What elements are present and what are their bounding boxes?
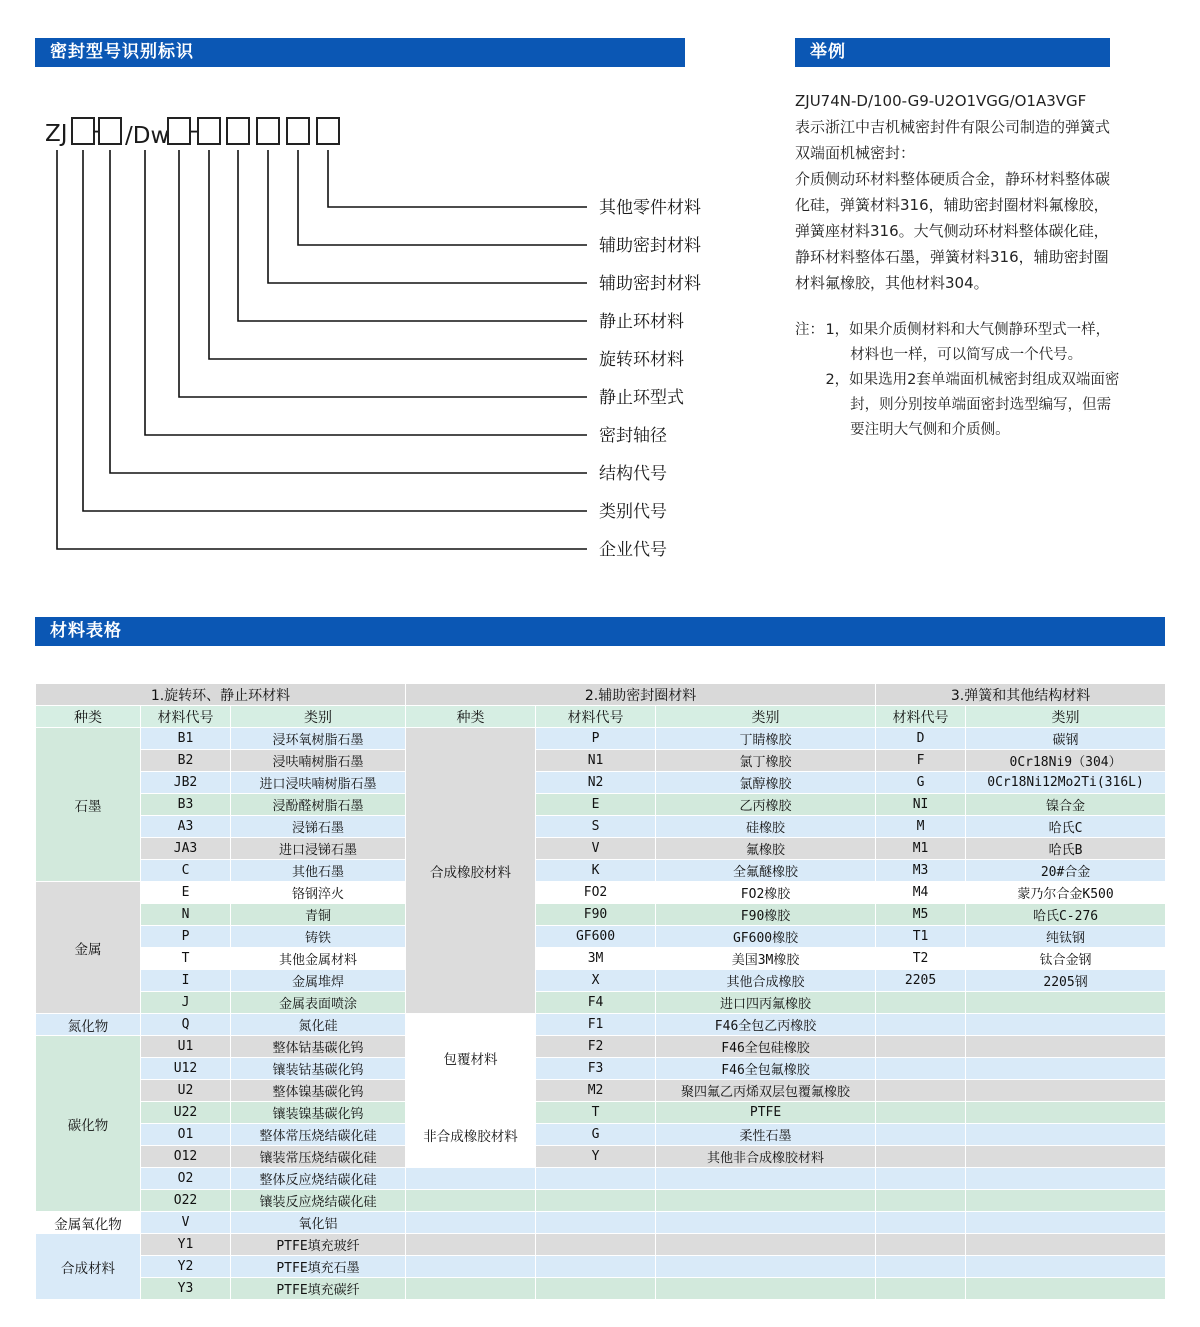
label-cell: 哈氏C-276	[966, 904, 1166, 926]
label-cell: 氯醇橡胶	[656, 772, 876, 794]
note-item-2: 2，如果选用2套单端面机械密封组成双端面密封，则分别按单端面密封选型编写，但需要注明大气侧和介质侧。	[825, 372, 1120, 438]
diagram-label-stationary-material: 静止环材料	[599, 312, 684, 332]
category-cell: 金属氧化物	[36, 1212, 141, 1234]
code-cell: B1	[141, 728, 231, 750]
label-cell: 乙丙橡胶	[656, 794, 876, 816]
label-cell: F46全包硅橡胶	[656, 1036, 876, 1058]
label-cell	[966, 992, 1166, 1014]
label-cell	[966, 1058, 1166, 1080]
code-cell: 2205	[876, 970, 966, 992]
label-cell: 铬钢淬火	[231, 882, 406, 904]
diagram-label-aux-seal-2: 辅助密封材料	[599, 236, 701, 256]
code-cell	[876, 1146, 966, 1168]
label-cell: 其他金属材料	[231, 948, 406, 970]
label-cell: 整体镍基碳化钨	[231, 1080, 406, 1102]
code-cell: U2	[141, 1080, 231, 1102]
category-cell: 包覆材料	[406, 1014, 536, 1102]
category-cell	[406, 1212, 536, 1234]
diagram-label-category-code: 类别代号	[599, 502, 667, 522]
column-header-s2-0: 种类	[406, 706, 536, 728]
code-cell: M3	[876, 860, 966, 882]
code-box-stationary-material	[227, 118, 249, 144]
column-header-s3-0: 材料代号	[876, 706, 966, 728]
label-cell: FO2橡胶	[656, 882, 876, 904]
label-cell	[656, 1168, 876, 1190]
code-cell	[876, 1256, 966, 1278]
category-cell	[406, 1168, 536, 1190]
code-cell	[876, 1014, 966, 1036]
code-cell: M1	[876, 838, 966, 860]
label-cell: 0Cr18Ni9（304）	[966, 750, 1166, 772]
code-cell: F1	[536, 1014, 656, 1036]
code-cell: Q	[141, 1014, 231, 1036]
label-cell: 整体反应烧结碳化硅	[231, 1168, 406, 1190]
label-cell: 浸锑石墨	[231, 816, 406, 838]
label-cell: 碳钢	[966, 728, 1166, 750]
label-cell: 氟橡胶	[656, 838, 876, 860]
code-cell: D	[876, 728, 966, 750]
table-section-title-3: 3.弹簧和其他结构材料	[876, 684, 1166, 706]
code-cell	[536, 1234, 656, 1256]
code-cell: O1	[141, 1124, 231, 1146]
category-cell	[406, 1234, 536, 1256]
code-cell: C	[141, 860, 231, 882]
table-section-title-1: 1.旋转环、静止环材料	[36, 684, 406, 706]
note-item-1: 1，如果介质侧材料和大气侧静环型式一样，材料也一样，可以简写成一个代号。	[825, 322, 1111, 363]
column-header-s1-0: 种类	[36, 706, 141, 728]
label-cell: 丁睛橡胶	[656, 728, 876, 750]
code-cell: B3	[141, 794, 231, 816]
code-box-stationary-type	[168, 118, 190, 144]
code-cell: F4	[536, 992, 656, 1014]
label-cell: 钛合金钢	[966, 948, 1166, 970]
code-cell: T1	[876, 926, 966, 948]
code-cell: JA3	[141, 838, 231, 860]
code-cell: X	[536, 970, 656, 992]
code-cell: M	[876, 816, 966, 838]
table-section-title-2: 2.辅助密封圈材料	[406, 684, 876, 706]
label-cell: 青铜	[231, 904, 406, 926]
label-cell	[966, 1278, 1166, 1300]
label-cell: 2205钢	[966, 970, 1166, 992]
label-cell	[966, 1102, 1166, 1124]
example-notes	[795, 318, 1120, 443]
category-cell	[406, 1256, 536, 1278]
column-header-s1-1: 材料代号	[141, 706, 231, 728]
category-cell: 氮化物	[36, 1014, 141, 1036]
label-cell: 20#合金	[966, 860, 1166, 882]
code-box-rotating-material	[198, 118, 220, 144]
code-cell: M2	[536, 1080, 656, 1102]
model-code-diagram	[25, 100, 730, 580]
label-cell: 聚四氟乙丙烯双层包覆氟橡胶	[656, 1080, 876, 1102]
code-box-other-parts	[317, 118, 339, 144]
label-cell: PTFE	[656, 1102, 876, 1124]
diagram-label-stationary-type: 静止环型式	[599, 388, 684, 408]
code-cell: 3M	[536, 948, 656, 970]
category-cell: 合成材料	[36, 1234, 141, 1300]
label-cell	[966, 1234, 1166, 1256]
label-cell: 进口浸呋喃树脂石墨	[231, 772, 406, 794]
example-description: 介质侧动环材料整体硬质合金，静环材料整体碳化硅，弹簧材料316，辅助密封圈材料氟橡胶，弹簧座材料316。大气侧动环材料整体碳化硅，静环材料整体石墨，弹簧材料316，辅助密封圈材料氟橡胶，其他材料304。	[795, 170, 1111, 292]
label-cell: 整体常压烧结碳化硅	[231, 1124, 406, 1146]
code-cell: F2	[536, 1036, 656, 1058]
label-cell	[966, 1146, 1166, 1168]
code-cell	[876, 1080, 966, 1102]
label-cell	[966, 1190, 1166, 1212]
leader-lines	[57, 150, 587, 549]
label-cell: 镶装反应烧结碳化硅	[231, 1190, 406, 1212]
code-cell: T	[141, 948, 231, 970]
seal-model-section-header	[35, 38, 685, 67]
label-cell: F46全包氟橡胶	[656, 1058, 876, 1080]
example-section-title: 举例	[810, 42, 846, 62]
example-section-header	[795, 38, 1110, 67]
label-cell: 氮化硅	[231, 1014, 406, 1036]
label-cell	[656, 1278, 876, 1300]
label-cell: F90橡胶	[656, 904, 876, 926]
code-box-category	[72, 118, 94, 144]
label-cell: 蒙乃尔合金K500	[966, 882, 1166, 904]
column-header-s2-1: 材料代号	[536, 706, 656, 728]
label-cell: 浸呋喃树脂石墨	[231, 750, 406, 772]
code-cell: N2	[536, 772, 656, 794]
category-cell: 碳化物	[36, 1036, 141, 1212]
label-cell: 浸酚醛树脂石墨	[231, 794, 406, 816]
code-cell	[536, 1212, 656, 1234]
category-cell	[406, 1190, 536, 1212]
label-cell	[966, 1168, 1166, 1190]
label-cell: 镶装常压烧结碳化硅	[231, 1146, 406, 1168]
code-cell: K	[536, 860, 656, 882]
code-cell	[876, 1102, 966, 1124]
label-cell	[656, 1256, 876, 1278]
label-cell: 金属堆焊	[231, 970, 406, 992]
column-header-s2-2: 类别	[656, 706, 876, 728]
code-cell	[876, 1212, 966, 1234]
code-cell	[536, 1278, 656, 1300]
code-cell: FO2	[536, 882, 656, 904]
code-cell: P	[536, 728, 656, 750]
category-cell	[406, 1278, 536, 1300]
label-cell: 进口四丙氟橡胶	[656, 992, 876, 1014]
code-cell	[536, 1256, 656, 1278]
label-cell: 其他非合成橡胶材料	[656, 1146, 876, 1168]
diagram-label-other-parts: 其他零件材料	[599, 198, 701, 218]
diagram-label-aux-seal-1: 辅助密封材料	[599, 274, 701, 294]
diagram-label-enterprise-code: 企业代号	[599, 540, 667, 560]
materials-section-title: 材料表格	[50, 621, 122, 641]
code-cell: T2	[876, 948, 966, 970]
label-cell: 氯丁橡胶	[656, 750, 876, 772]
materials-section-header	[35, 617, 1165, 646]
example-block	[795, 88, 1120, 443]
code-cell	[876, 992, 966, 1014]
code-cell: B2	[141, 750, 231, 772]
code-box-aux-seal-2	[287, 118, 309, 144]
label-cell: 镶装钴基碳化钨	[231, 1058, 406, 1080]
label-cell	[966, 1080, 1166, 1102]
code-cell	[876, 1036, 966, 1058]
label-cell: 浸环氧树脂石墨	[231, 728, 406, 750]
code-cell	[876, 1234, 966, 1256]
code-cell: Y	[536, 1146, 656, 1168]
code-cell: V	[141, 1212, 231, 1234]
code-cell: V	[536, 838, 656, 860]
code-box-aux-seal-1	[257, 118, 279, 144]
label-cell: 氧化铝	[231, 1212, 406, 1234]
code-cell: O12	[141, 1146, 231, 1168]
label-cell: 镍合金	[966, 794, 1166, 816]
code-cell: G	[536, 1124, 656, 1146]
category-cell: 非合成橡胶材料	[406, 1102, 536, 1168]
example-model-code: ZJU74N-D/100-G9-U2O1VGG/O1A3VGF	[795, 92, 1087, 110]
label-cell	[966, 1256, 1166, 1278]
code-cell: Y3	[141, 1278, 231, 1300]
label-cell: GF600橡胶	[656, 926, 876, 948]
code-cell: J	[141, 992, 231, 1014]
code-cell	[876, 1058, 966, 1080]
label-cell: 美国3M橡胶	[656, 948, 876, 970]
code-cell: JB2	[141, 772, 231, 794]
materials-table	[35, 683, 1166, 1300]
label-cell: 纯钛钢	[966, 926, 1166, 948]
label-cell	[656, 1212, 876, 1234]
notes-list	[825, 318, 1120, 443]
code-cell	[876, 1278, 966, 1300]
category-cell: 金属	[36, 882, 141, 1014]
seal-model-section-title: 密封型号识别标识	[50, 42, 194, 62]
category-cell: 石墨	[36, 728, 141, 882]
notes-label: 注：	[795, 322, 824, 338]
code-cell: I	[141, 970, 231, 992]
label-cell	[656, 1234, 876, 1256]
label-cell	[966, 1036, 1166, 1058]
label-cell	[966, 1014, 1166, 1036]
label-cell: PTFE填充玻纤	[231, 1234, 406, 1256]
code-cell: S	[536, 816, 656, 838]
code-cell	[536, 1168, 656, 1190]
code-cell: O2	[141, 1168, 231, 1190]
code-cell: N1	[536, 750, 656, 772]
code-cell: E	[141, 882, 231, 904]
label-cell: 其他合成橡胶	[656, 970, 876, 992]
label-cell: 进口浸锑石墨	[231, 838, 406, 860]
label-cell: 其他石墨	[231, 860, 406, 882]
code-cell: F3	[536, 1058, 656, 1080]
label-cell: 金属表面喷涂	[231, 992, 406, 1014]
label-cell: 整体钴基碳化钨	[231, 1036, 406, 1058]
label-cell: 哈氏B	[966, 838, 1166, 860]
code-cell: A3	[141, 816, 231, 838]
code-cell: P	[141, 926, 231, 948]
label-cell	[966, 1212, 1166, 1234]
code-cell: Y1	[141, 1234, 231, 1256]
code-cell	[536, 1190, 656, 1212]
diagram-label-structure-code: 结构代号	[599, 464, 667, 484]
label-cell: 全氟醚橡胶	[656, 860, 876, 882]
code-cell: GF600	[536, 926, 656, 948]
label-cell	[966, 1124, 1166, 1146]
code-cell: F	[876, 750, 966, 772]
code-prefix: ZJ	[45, 121, 68, 147]
code-dash-1: -	[91, 118, 101, 144]
code-cell: M4	[876, 882, 966, 904]
code-cell: T	[536, 1102, 656, 1124]
code-dw: /Dw	[125, 123, 170, 149]
code-cell	[876, 1124, 966, 1146]
code-cell: NI	[876, 794, 966, 816]
code-box-structure	[99, 118, 121, 144]
code-dash-2: -	[189, 118, 199, 144]
example-intro: 表示浙江中吉机械密封件有限公司制造的弹簧式双端面机械密封：	[795, 118, 1111, 162]
code-cell: U22	[141, 1102, 231, 1124]
code-cell: Y2	[141, 1256, 231, 1278]
code-cell: O22	[141, 1190, 231, 1212]
code-cell: U1	[141, 1036, 231, 1058]
code-cell: F90	[536, 904, 656, 926]
label-cell: 哈氏C	[966, 816, 1166, 838]
label-cell: 硅橡胶	[656, 816, 876, 838]
code-cell	[876, 1168, 966, 1190]
label-cell: 铸铁	[231, 926, 406, 948]
label-cell	[656, 1190, 876, 1212]
code-cell: U12	[141, 1058, 231, 1080]
column-header-s1-2: 类别	[231, 706, 406, 728]
code-cell: N	[141, 904, 231, 926]
code-cell: G	[876, 772, 966, 794]
category-cell: 合成橡胶材料	[406, 728, 536, 1014]
label-cell: F46全包乙丙橡胶	[656, 1014, 876, 1036]
column-header-s3-1: 类别	[966, 706, 1166, 728]
code-cell	[876, 1190, 966, 1212]
label-cell: 镶装镍基碳化钨	[231, 1102, 406, 1124]
code-cell: M5	[876, 904, 966, 926]
label-cell: PTFE填充石墨	[231, 1256, 406, 1278]
code-cell: E	[536, 794, 656, 816]
diagram-label-shaft-diameter: 密封轴径	[599, 426, 667, 446]
label-cell: 柔性石墨	[656, 1124, 876, 1146]
diagram-label-rotating-material: 旋转环材料	[599, 350, 684, 370]
label-cell: 0Cr18Ni12Mo2Ti(316L)	[966, 772, 1166, 794]
label-cell: PTFE填充碳纤	[231, 1278, 406, 1300]
